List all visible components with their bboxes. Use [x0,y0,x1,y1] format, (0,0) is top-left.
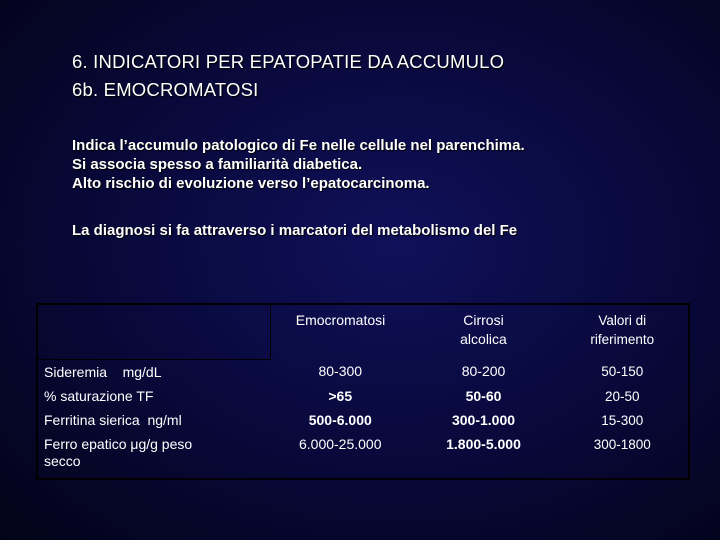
cell-riferimento: 300-1800 [593,437,651,452]
header-cirrosi-line-1: Cirrosi [463,312,504,328]
row-label-sideremia: Sideremia mg/dL [44,363,162,380]
title-line-1: 6. INDICATORI PER EPATOPATIE DA ACCUMULO [72,51,505,72]
cell-cirrosi: 1.800-5.000 [446,436,521,452]
cell-cirrosi: 80-200 [461,363,506,380]
description-text [72,136,692,193]
header-cirrosi-line-2: alcolica [460,331,507,347]
header-emocromatosi: Emocromatosi [295,312,386,328]
cell-emocromatosi: >65 [328,387,353,404]
diagnosis-text: La diagnosi si fa attraverso i marcatori del metabolismo del Fe [72,222,518,239]
row-label-ferritina: Ferritina sierica ng/ml [44,411,182,428]
cell-riferimento: 50-150 [601,364,644,380]
cell-emocromatosi: 6.000-25.000 [298,436,382,452]
slide-title [72,48,692,104]
ferro-label-line-2: secco [44,453,81,469]
header-empty-cell [37,304,270,360]
table-row [37,384,689,408]
description-line-1: Indica l’accumulo patologico di Fe nelle cellule nel parenchima. [72,137,525,154]
iron-markers-table [36,303,690,480]
header-ref-line-1: Valori di [598,313,647,328]
header-valori-riferimento [557,304,690,360]
row-label-saturazione: % saturazione TF [44,387,154,404]
description-line-2: Si associa spesso a familiarità diabetica. [72,156,363,173]
table-row [37,360,689,385]
table-header-row [37,304,689,360]
header-ref-line-2: riferimento [590,332,655,347]
cell-emocromatosi: 500-6.000 [308,411,372,428]
ferro-label-line-1: Ferro epatico μg/g peso [44,436,193,452]
table-row [37,408,689,432]
cell-riferimento: 20-50 [604,388,640,404]
cell-riferimento: 15-300 [601,412,644,428]
cell-cirrosi: 300-1.000 [451,411,516,428]
row-label-ferro-epatico [37,432,270,479]
header-cirrosi-alcolica [411,304,557,360]
title-line-2: 6b. EMOCROMATOSI [72,79,259,100]
table-row [37,432,689,479]
cell-cirrosi: 50-60 [465,387,502,404]
description-line-3: Alto rischio di evoluzione verso l’epatocarcinoma. [72,175,430,192]
cell-emocromatosi: 80-300 [318,363,363,380]
